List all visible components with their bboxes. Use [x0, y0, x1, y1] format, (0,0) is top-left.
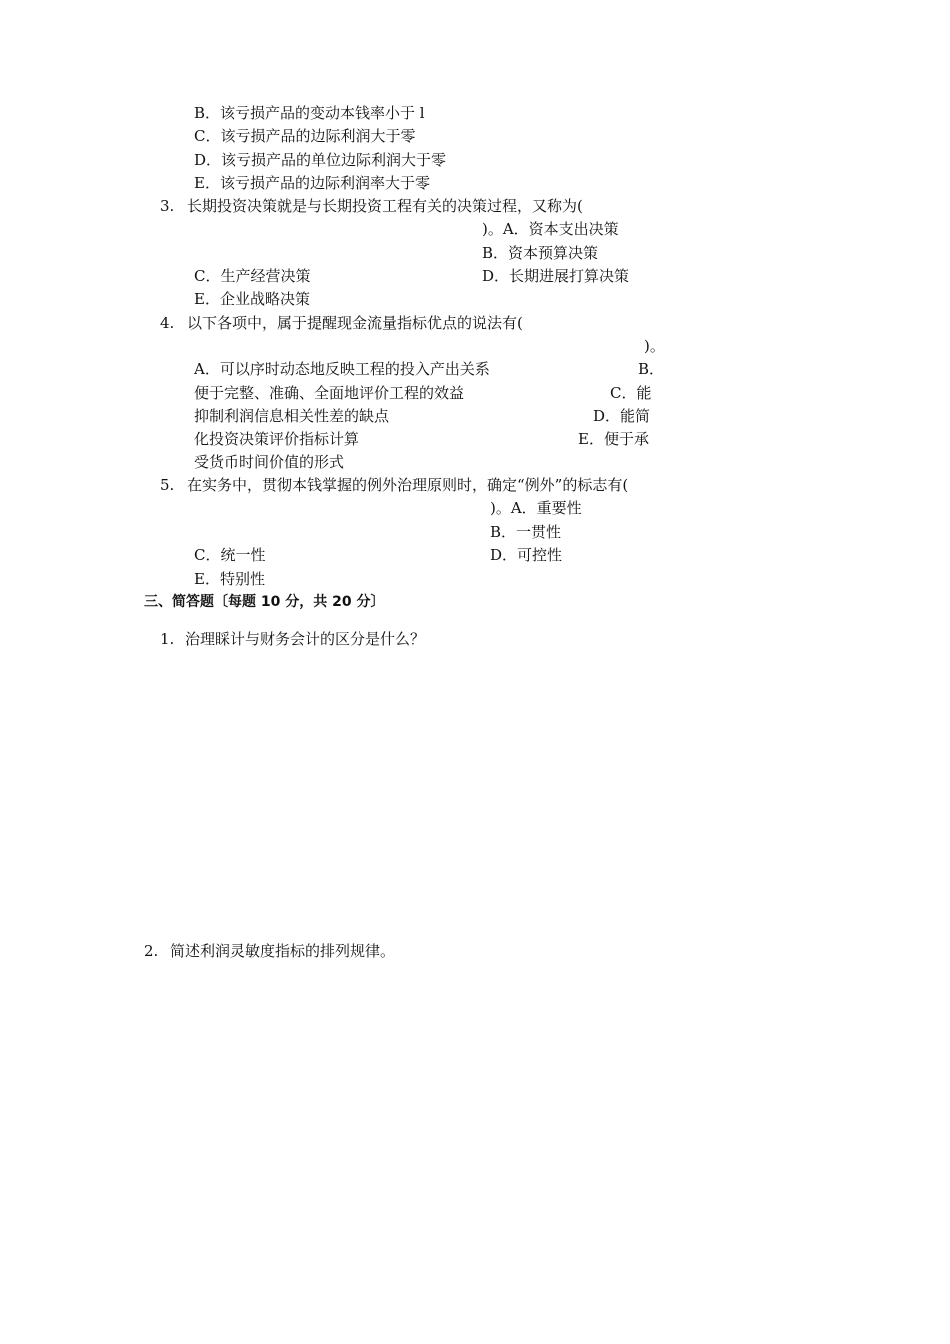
q4-line5-left: 受货币时间价值的形式 — [194, 453, 345, 471]
q2-option-e: E．该亏损产品的边际利润率大于零 — [194, 174, 430, 192]
q3-option-b: B．资本预算决策 — [482, 244, 599, 262]
q5-number: 5. — [160, 476, 175, 494]
q3-option-e: E．企业战略决策 — [194, 290, 310, 308]
q5-option-b: B．一贯性 — [490, 523, 562, 541]
q4-close: )。 — [644, 337, 665, 355]
q5-option-e: E．特别性 — [194, 570, 265, 588]
q3-stem: 长期投资决策就是与长期投资工程有关的决策过程，又称为( — [187, 197, 583, 215]
q5-stem: 在实务中，贯彻本钱掌握的例外治理原则时，确定“例外”的标志有( — [187, 476, 629, 494]
q4-line1-right: B． — [638, 360, 665, 378]
section3-q1-text: 治理睬计与财务会计的区分是什么？ — [185, 630, 426, 648]
section3-q2-text: 简述利润灵敏度指标的排列规律。 — [170, 942, 396, 960]
section3-q2-number: 2. — [144, 942, 159, 960]
q4-stem: 以下各项中，属于提醒现金流量指标优点的说法有( — [187, 314, 523, 332]
q3-option-d: D．长期进展打算决策 — [482, 267, 630, 285]
q3-option-c: C．生产经营决策 — [194, 267, 311, 285]
q4-line3-right: D．能简 — [593, 407, 651, 425]
q5-option-a: )。A．重要性 — [490, 499, 582, 517]
q4-line2-right: C．能 — [610, 384, 652, 402]
q3-option-a: )。A．资本支出决策 — [482, 220, 619, 238]
q4-line4-left: 化投资决策评价指标计算 — [194, 430, 360, 448]
section3-heading: 三、简答题〔每题 10 分，共 20 分〕 — [144, 594, 385, 610]
q2-option-d: D．该亏损产品的单位边际利润大于零 — [194, 151, 447, 169]
q3-number: 3. — [160, 197, 175, 215]
q5-option-c: C．统一性 — [194, 546, 266, 564]
q4-line4-right: E．便于承 — [578, 430, 649, 448]
q4-line1-left: A．可以序时动态地反映工程的投入产出关系 — [194, 360, 490, 378]
q5-option-d: D．可控性 — [490, 546, 563, 564]
q2-option-c: C．该亏损产品的边际利润大于零 — [194, 127, 416, 145]
q4-line3-left: 抑制利润信息相关性差的缺点 — [194, 407, 390, 425]
q2-option-b: B．该亏损产品的变动本钱率小于 l — [194, 104, 425, 122]
q4-line2-left: 便于完整、准确、全面地评价工程的效益 — [194, 384, 465, 402]
q4-number: 4. — [160, 314, 175, 332]
section3-q1-number: 1. — [160, 630, 175, 648]
